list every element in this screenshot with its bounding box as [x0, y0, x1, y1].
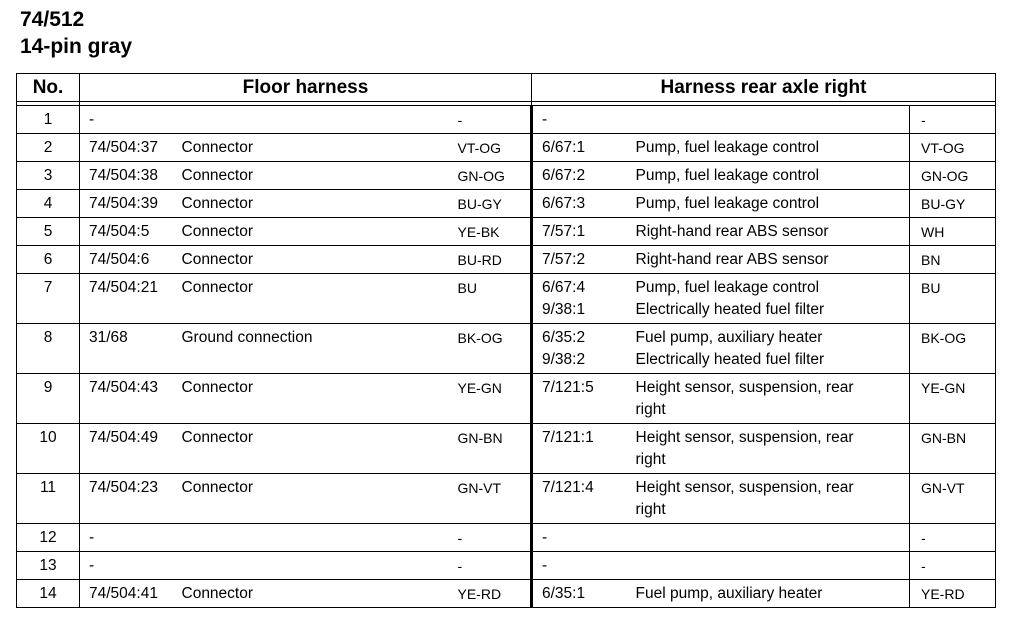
floor-harness-code: 74/504:41	[80, 580, 182, 608]
floor-harness-description: Connector	[182, 474, 446, 524]
table-row	[17, 474, 996, 524]
pin-number: 9	[17, 374, 80, 424]
floor-harness-wire-color: GN-BN	[446, 424, 532, 474]
floor-harness-wire-color: VT-OG	[446, 134, 532, 162]
rear-axle-harness-code	[532, 424, 636, 474]
rear-axle-harness-description-line: right	[635, 401, 666, 418]
rear-axle-harness-description-line: Height sensor, suspension, rear	[635, 379, 854, 396]
rear-axle-harness-wire-color: YE-RD	[910, 580, 996, 608]
rear-axle-harness-description	[636, 374, 910, 424]
rear-axle-harness-code	[532, 106, 636, 134]
floor-harness-description: Connector	[182, 162, 446, 190]
floor-harness-code: 31/68	[80, 324, 182, 374]
pin-number: 1	[17, 106, 80, 134]
rear-axle-harness-description-line: Pump, fuel leakage control	[635, 195, 820, 212]
rear-axle-harness-description	[636, 106, 910, 134]
table-row	[17, 162, 996, 190]
table-row	[17, 106, 996, 134]
floor-harness-wire-color: YE-GN	[446, 374, 532, 424]
pin-assignment-table	[16, 73, 996, 608]
table-row	[17, 246, 996, 274]
floor-harness-wire-color: BU	[446, 274, 532, 324]
rear-axle-harness-wire-color: VT-OG	[910, 134, 996, 162]
rear-axle-harness-code-line: 7/121:5	[542, 379, 594, 396]
floor-harness-code: 74/504:39	[80, 190, 182, 218]
rear-axle-harness-description	[636, 246, 910, 274]
floor-harness-description: Connector	[182, 218, 446, 246]
floor-harness-code: -	[80, 524, 182, 552]
rear-axle-harness-code-line: -	[542, 111, 548, 128]
rear-axle-harness-code-line: 7/57:2	[542, 251, 586, 268]
rear-axle-harness-wire-color: -	[910, 524, 996, 552]
rear-axle-harness-description	[636, 218, 910, 246]
floor-harness-description: Connector	[182, 190, 446, 218]
rear-axle-harness-code-line: -	[542, 557, 548, 574]
connector-description: 14-pin gray	[20, 35, 133, 58]
pin-number: 11	[17, 474, 80, 524]
table-row	[17, 580, 996, 608]
floor-harness-code: 74/504:49	[80, 424, 182, 474]
rear-axle-harness-wire-color: GN-BN	[910, 424, 996, 474]
rear-axle-harness-wire-color: BN	[910, 246, 996, 274]
floor-harness-wire-color: YE-BK	[446, 218, 532, 246]
floor-harness-wire-color: YE-RD	[446, 580, 532, 608]
rear-axle-harness-code-line: 6/67:4	[542, 279, 586, 296]
rear-axle-harness-code	[532, 218, 636, 246]
floor-harness-code: 74/504:21	[80, 274, 182, 324]
floor-harness-wire-color: BU-RD	[446, 246, 532, 274]
rear-axle-harness-wire-color: YE-GN	[910, 374, 996, 424]
floor-harness-code: -	[80, 106, 182, 134]
table-row	[17, 274, 996, 324]
pin-rows	[17, 106, 996, 608]
floor-harness-description	[182, 106, 446, 134]
floor-harness-wire-color: -	[446, 524, 532, 552]
floor-harness-code: -	[80, 552, 182, 580]
rear-axle-harness-description-line: Height sensor, suspension, rear	[635, 479, 854, 496]
rear-axle-harness-description-line: Pump, fuel leakage control	[635, 279, 820, 296]
rear-axle-harness-code	[532, 274, 636, 324]
rear-axle-harness-wire-color: -	[910, 552, 996, 580]
floor-harness-wire-color: BK-OG	[446, 324, 532, 374]
table-row	[17, 190, 996, 218]
rear-axle-harness-description-line: Electrically heated fuel filter	[635, 351, 825, 368]
floor-harness-description: Connector	[182, 424, 446, 474]
floor-harness-wire-color: GN-OG	[446, 162, 532, 190]
rear-axle-harness-wire-color: BK-OG	[910, 324, 996, 374]
rear-axle-harness-description	[636, 474, 910, 524]
rear-axle-harness-description-line: Right-hand rear ABS sensor	[635, 223, 829, 240]
rear-axle-harness-code	[532, 134, 636, 162]
rear-axle-harness-code-line: 6/35:2	[542, 329, 586, 346]
floor-harness-code: 74/504:23	[80, 474, 182, 524]
rear-axle-harness-code-line: 9/38:2	[542, 351, 586, 368]
column-header-no: No.	[17, 74, 80, 102]
rear-axle-harness-description	[636, 524, 910, 552]
floor-harness-wire-color: BU-GY	[446, 190, 532, 218]
table-row	[17, 524, 996, 552]
rear-axle-harness-code	[532, 474, 636, 524]
table-row	[17, 374, 996, 424]
pin-number: 7	[17, 274, 80, 324]
rear-axle-harness-description-line: Pump, fuel leakage control	[635, 139, 820, 156]
rear-axle-harness-wire-color: BU	[910, 274, 996, 324]
rear-axle-harness-code	[532, 552, 636, 580]
rear-axle-harness-description	[636, 190, 910, 218]
rear-axle-harness-code	[532, 324, 636, 374]
floor-harness-description	[182, 552, 446, 580]
rear-axle-harness-code	[532, 190, 636, 218]
rear-axle-harness-code-line: 6/67:3	[542, 195, 586, 212]
rear-axle-harness-description-line: Fuel pump, auxiliary heater	[635, 329, 823, 346]
pin-number: 3	[17, 162, 80, 190]
rear-axle-harness-code	[532, 580, 636, 608]
pin-number: 2	[17, 134, 80, 162]
rear-axle-harness-wire-color: BU-GY	[910, 190, 996, 218]
rear-axle-harness-code-line: 7/121:4	[542, 479, 594, 496]
floor-harness-description: Ground connection	[182, 324, 446, 374]
floor-harness-description	[182, 524, 446, 552]
floor-harness-code: 74/504:5	[80, 218, 182, 246]
rear-axle-harness-code-line: 7/121:1	[542, 429, 594, 446]
rear-axle-harness-wire-color: -	[910, 106, 996, 134]
rear-axle-harness-code-line: 9/38:1	[542, 301, 586, 318]
floor-harness-code: 74/504:38	[80, 162, 182, 190]
floor-harness-wire-color: -	[446, 552, 532, 580]
pin-number: 13	[17, 552, 80, 580]
floor-harness-code: 74/504:6	[80, 246, 182, 274]
table-row	[17, 218, 996, 246]
pin-number: 12	[17, 524, 80, 552]
rear-axle-harness-code	[532, 524, 636, 552]
rear-axle-harness-code-line: 7/57:1	[542, 223, 586, 240]
pin-number: 6	[17, 246, 80, 274]
rear-axle-harness-description	[636, 162, 910, 190]
pin-number: 8	[17, 324, 80, 374]
pin-number: 14	[17, 580, 80, 608]
rear-axle-harness-description	[636, 580, 910, 608]
table-row	[17, 324, 996, 374]
rear-axle-harness-description	[636, 424, 910, 474]
rear-axle-harness-description-line: Height sensor, suspension, rear	[635, 429, 854, 446]
pin-number: 5	[17, 218, 80, 246]
rear-axle-harness-wire-color: WH	[910, 218, 996, 246]
rear-axle-harness-description-line: right	[635, 451, 666, 468]
rear-axle-harness-code	[532, 374, 636, 424]
floor-harness-wire-color: -	[446, 106, 532, 134]
rear-axle-harness-description	[636, 552, 910, 580]
floor-harness-description: Connector	[182, 134, 446, 162]
rear-axle-harness-description-line: Right-hand rear ABS sensor	[635, 251, 829, 268]
rear-axle-harness-description-line: Fuel pump, auxiliary heater	[635, 585, 823, 602]
rear-axle-harness-description-line: Pump, fuel leakage control	[635, 167, 820, 184]
rear-axle-harness-code-line: 6/35:1	[542, 585, 586, 602]
table-row	[17, 134, 996, 162]
rear-axle-harness-description	[636, 274, 910, 324]
floor-harness-description: Connector	[182, 274, 446, 324]
column-header-harness-rear-axle-right: Harness rear axle right	[532, 74, 996, 102]
rear-axle-harness-wire-color: GN-VT	[910, 474, 996, 524]
connector-id: 74/512	[20, 8, 85, 31]
rear-axle-harness-description	[636, 134, 910, 162]
rear-axle-harness-description-line: Electrically heated fuel filter	[635, 301, 825, 318]
rear-axle-harness-description-line: right	[635, 501, 666, 518]
rear-axle-harness-description	[636, 324, 910, 374]
pin-number: 10	[17, 424, 80, 474]
rear-axle-harness-code-line: -	[542, 529, 548, 546]
rear-axle-harness-wire-color: GN-OG	[910, 162, 996, 190]
table-row	[17, 552, 996, 580]
table-row	[17, 424, 996, 474]
column-header-floor-harness: Floor harness	[80, 74, 532, 102]
rear-axle-harness-code-line: 6/67:1	[542, 139, 586, 156]
floor-harness-code: 74/504:43	[80, 374, 182, 424]
rear-axle-harness-code-line: 6/67:2	[542, 167, 586, 184]
pin-number: 4	[17, 190, 80, 218]
rear-axle-harness-code	[532, 246, 636, 274]
floor-harness-description: Connector	[182, 580, 446, 608]
floor-harness-wire-color: GN-VT	[446, 474, 532, 524]
rear-axle-harness-code	[532, 162, 636, 190]
floor-harness-description: Connector	[182, 374, 446, 424]
floor-harness-code: 74/504:37	[80, 134, 182, 162]
floor-harness-description: Connector	[182, 246, 446, 274]
header-row	[17, 74, 996, 102]
